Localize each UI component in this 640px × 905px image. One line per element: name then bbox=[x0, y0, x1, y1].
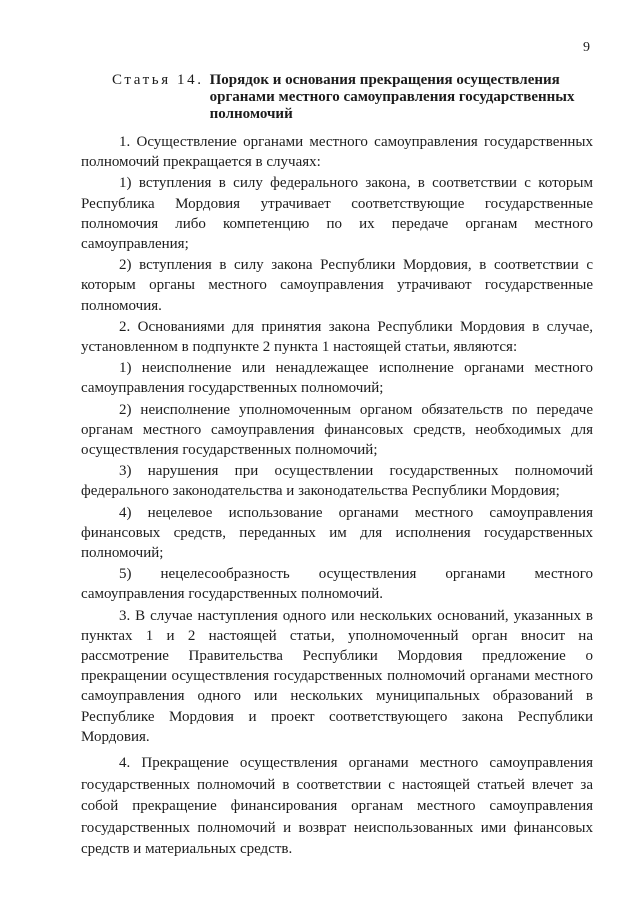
paragraph-1-item-1: 1) вступления в силу федерального закона, в соответствии с которым Республика Мордовия утрачивает соответствующие государственные полномочия либо компетенцию по их передаче органам местного самоуправления; bbox=[81, 175, 593, 253]
paragraph-1-item-2: 2) вступления в силу закона Республики Мордовия, в соответствии с которым органы местного самоуправления утрачивают государственные полномочия. bbox=[81, 257, 593, 314]
article-label: Статья 14. bbox=[112, 72, 204, 88]
article-heading bbox=[112, 72, 592, 123]
article-title: Порядок и основания прекращения осуществления органами местного самоуправления государственных полномочий bbox=[209, 72, 575, 122]
paragraph-2-item-4: 4) нецелевое использование органами местного самоуправления финансовых средств, переданных им для исполнения государственных полномочий; bbox=[81, 504, 593, 562]
paragraph-1: 1. Осуществление органами местного самоуправления государственных полномочий прекращается в случаях: bbox=[81, 134, 593, 171]
paragraph-2: 2. Основаниями для принятия закона Республики Мордовия в случае, установленном в подпункте 2 пункта 1 настоящей статьи, являются: bbox=[81, 318, 593, 356]
paragraph-4: 4. Прекращение осуществления органами местного самоуправления государственных полномочий в соответствии с настоящей статьей влечет за собой прекращение финансирования органам местного самоуправления государственных полномочий и возврат неиспользованных ими финансовых средств и материальных средств. bbox=[81, 755, 593, 858]
paragraph-2-item-3: 3) нарушения при осуществлении государственных полномочий федерального законодательства и законодательства Республики Мордовия; bbox=[81, 463, 593, 500]
paragraph-2-item-1: 1) неисполнение или ненадлежащее исполнение органами местного самоуправления государственных полномочий; bbox=[81, 360, 593, 397]
paragraph-2-item-5: 5) нецелесообразность осуществления органами местного самоуправления государственных полномочий. bbox=[81, 566, 593, 603]
article-body bbox=[81, 132, 593, 861]
paragraph-3: 3. В случае наступления одного или нескольких оснований, указанных в пунктах 1 и 2 настоящей статьи, уполномоченный орган вносит на рассмотрение Правительства Республики Мордовия предложение о прекращении осуществления государственных полномочий органами местного самоуправления одного или нескольких муниципальных образований в Республике Мордовия и проект соответствующего закона Республики Мордовия. bbox=[81, 607, 593, 745]
page-number: 9 bbox=[583, 40, 590, 55]
paragraph-2-item-2: 2) неисполнение уполномоченным органом обязательств по передаче органам местного самоуправления финансовых средств, необходимых для осуществления государственных полномочий; bbox=[81, 401, 593, 459]
